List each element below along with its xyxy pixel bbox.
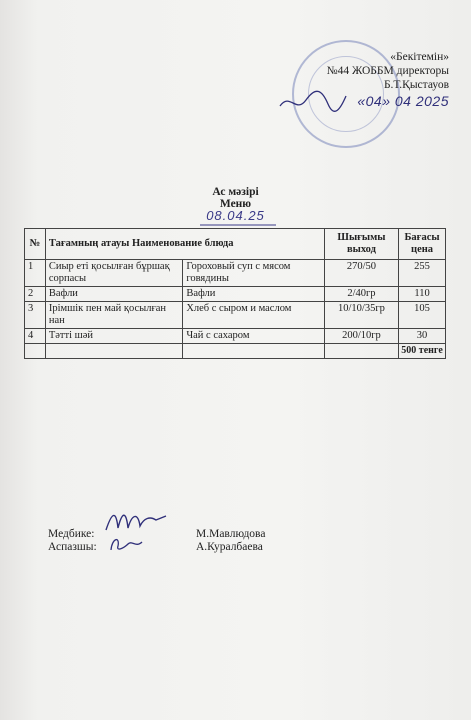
menu-title-ru: Меню [219,198,252,210]
menu-date: 08.04.25 [206,208,265,223]
nurse-label: Медбике: [48,528,95,540]
cook-label: Аспазшы: [48,541,97,553]
dish-price: 30 [399,329,446,344]
table-total-row [25,344,446,359]
dish-output: 10/10/35гр [324,302,398,329]
table-row [25,287,446,302]
dish-output: 200/10гр [324,329,398,344]
dish-name-kz: Ірімшік пен май қосылған нан [45,302,182,329]
dish-name-ru: Чай с сахаром [183,329,325,344]
approval-heading: «Бекітемін» [390,51,449,63]
nurse-name: М.Мавлюдова [196,528,266,540]
row-number: 2 [25,287,46,302]
menu-table [24,228,446,359]
table-row [25,329,446,344]
header-number: № [25,229,46,260]
dish-price: 255 [399,260,446,287]
empty-cell [25,344,46,359]
row-number: 3 [25,302,46,329]
header-dish-name: Тағамның атауы Наименование блюда [45,229,324,260]
total-price: 500 тенге [399,344,446,359]
dish-price: 110 [399,287,446,302]
approval-position: №44 ЖОББМ директоры [326,65,449,77]
header-price: Бағасы цена [399,229,446,260]
empty-cell [183,344,325,359]
empty-cell [45,344,182,359]
cook-name: А.Куралбаева [196,541,263,553]
dish-output: 2/40гр [324,287,398,302]
approval-date: «04» 04 2025 [357,93,449,109]
empty-cell [324,344,398,359]
dish-name-kz: Тәтті шәй [45,329,182,344]
dish-output: 270/50 [324,260,398,287]
dish-price: 105 [399,302,446,329]
dish-name-kz: Сиыр еті қосылған бұршақ сорпасы [45,260,182,287]
menu-title-kz: Ас мәзірі [212,186,259,198]
table-row [25,302,446,329]
row-number: 4 [25,329,46,344]
nurse-signature [104,506,168,534]
row-number: 1 [25,260,46,287]
approval-director: Б.Т.Қыстауов [383,79,449,91]
dish-name-ru: Гороховый суп с мясом говядины [183,260,325,287]
table-header-row [25,229,446,260]
header-output: Шығымы выход [324,229,398,260]
cook-signature [108,534,148,554]
dish-name-ru: Хлеб с сыром и маслом [183,302,325,329]
dish-name-ru: Вафли [183,287,325,302]
table-row [25,260,446,287]
director-signature [278,88,348,114]
dish-name-kz: Вафли [45,287,182,302]
